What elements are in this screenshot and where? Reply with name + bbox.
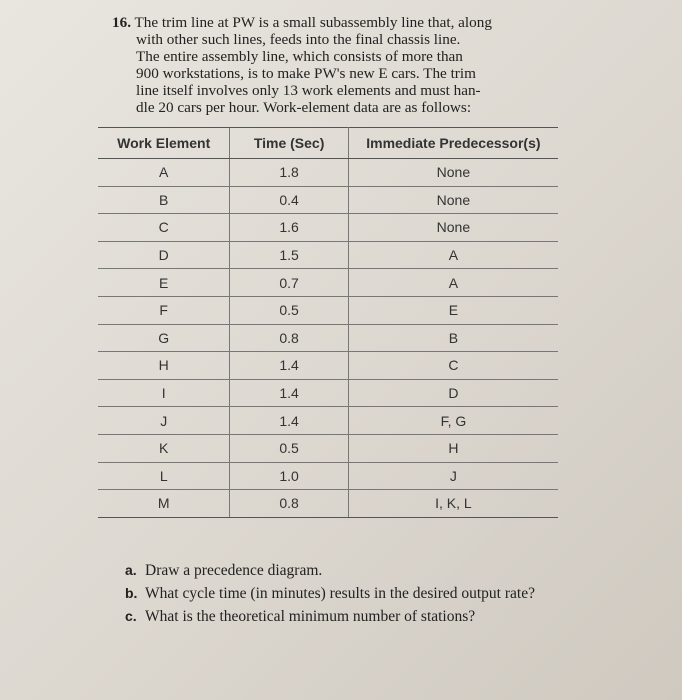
cell-predecessors: None	[348, 159, 558, 187]
cell-work-element: I	[98, 379, 230, 407]
table-row	[98, 434, 558, 462]
cell-work-element: D	[98, 241, 230, 269]
cell-time: 1.6	[230, 214, 348, 242]
question-text: Draw a precedence diagram.	[145, 562, 323, 579]
problem-line: dle 20 cars per hour. Work-element data are as follows:	[136, 99, 472, 116]
question-item	[125, 607, 585, 626]
cell-work-element: K	[98, 434, 230, 462]
question-letter: a.	[125, 562, 137, 578]
problem-line: The entire assembly line, which consists of more than	[136, 48, 463, 65]
cell-time: 0.8	[230, 324, 348, 352]
work-element-table	[98, 127, 558, 518]
cell-time: 0.5	[230, 296, 348, 324]
cell-work-element: B	[98, 186, 230, 214]
cell-predecessors: A	[348, 269, 558, 297]
column-header-work-element: Work Element	[98, 128, 230, 159]
cell-work-element: E	[98, 269, 230, 297]
cell-predecessors: C	[348, 352, 558, 380]
cell-time: 0.4	[230, 186, 348, 214]
question-item	[125, 561, 585, 580]
cell-predecessors: None	[348, 186, 558, 214]
question-text: What is the theoretical minimum number of stations?	[145, 608, 476, 625]
cell-work-element: A	[98, 159, 230, 187]
cell-predecessors: J	[348, 462, 558, 490]
cell-predecessors: D	[348, 379, 558, 407]
table-row	[98, 324, 558, 352]
table-row	[98, 490, 558, 518]
work-element-table-wrapper	[98, 127, 558, 518]
cell-work-element: L	[98, 462, 230, 490]
table-row	[98, 407, 558, 435]
cell-time: 0.7	[230, 269, 348, 297]
question-list	[125, 561, 585, 630]
cell-predecessors: A	[348, 241, 558, 269]
cell-predecessors: None	[348, 214, 558, 242]
column-header-predecessors: Immediate Predecessor(s)	[348, 128, 558, 159]
table-row	[98, 352, 558, 380]
cell-time: 1.4	[230, 379, 348, 407]
cell-time: 1.4	[230, 352, 348, 380]
cell-time: 0.5	[230, 434, 348, 462]
cell-time: 1.0	[230, 462, 348, 490]
cell-predecessors: F, G	[348, 407, 558, 435]
cell-work-element: J	[98, 407, 230, 435]
cell-time: 1.8	[230, 159, 348, 187]
table-row	[98, 269, 558, 297]
problem-line	[112, 14, 532, 31]
problem-line: 900 workstations, is to make PW's new E cars. The trim	[136, 65, 476, 82]
cell-work-element: C	[98, 214, 230, 242]
cell-predecessors: I, K, L	[348, 490, 558, 518]
cell-time: 0.8	[230, 490, 348, 518]
table-row	[98, 186, 558, 214]
table-row	[98, 241, 558, 269]
cell-work-element: M	[98, 490, 230, 518]
table-row	[98, 379, 558, 407]
cell-time: 1.5	[230, 241, 348, 269]
question-letter: c.	[125, 608, 137, 624]
cell-work-element: H	[98, 352, 230, 380]
table-row	[98, 462, 558, 490]
table-header-row	[98, 128, 558, 159]
column-header-time: Time (Sec)	[230, 128, 348, 159]
cell-time: 1.4	[230, 407, 348, 435]
cell-predecessors: B	[348, 324, 558, 352]
problem-line: line itself involves only 13 work elements and must han-	[136, 82, 481, 99]
problem-line: with other such lines, feeds into the final chassis line.	[136, 31, 461, 48]
cell-predecessors: E	[348, 296, 558, 324]
problem-statement	[112, 14, 532, 116]
problem-number: 16.	[112, 14, 131, 31]
table-row	[98, 214, 558, 242]
cell-predecessors: H	[348, 434, 558, 462]
table-row	[98, 159, 558, 187]
table-row	[98, 296, 558, 324]
problem-text: The trim line at PW is a small subassembly line that, along	[130, 14, 492, 31]
cell-work-element: G	[98, 324, 230, 352]
question-item	[125, 584, 585, 603]
question-letter: b.	[125, 585, 138, 601]
cell-work-element: F	[98, 296, 230, 324]
question-text: What cycle time (in minutes) results in the desired output rate?	[145, 585, 535, 602]
